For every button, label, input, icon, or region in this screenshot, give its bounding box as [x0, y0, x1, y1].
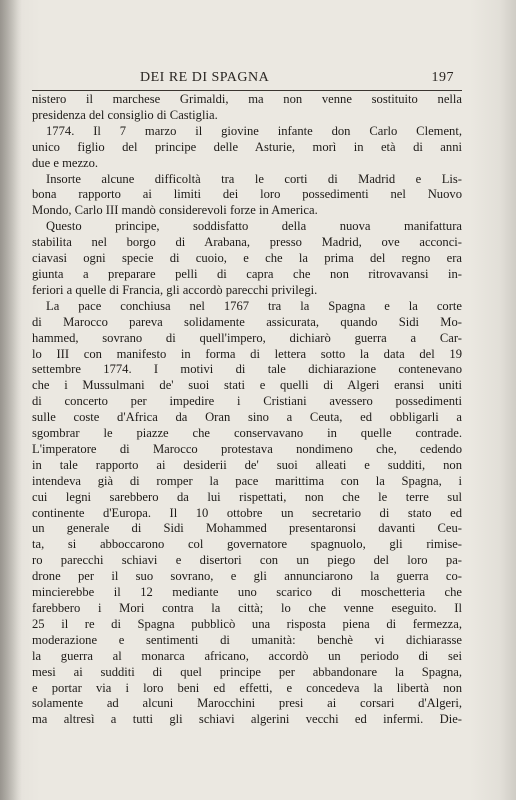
gutter-shadow — [0, 0, 22, 800]
text-line: farebbero i Mori contra la città; lo che venne eseguito. Il — [32, 601, 462, 615]
body-text — [32, 92, 462, 728]
text-line: un generale di Sidi Mohammed presentaronsi davanti Ceu- — [32, 521, 462, 536]
text-line: intendeva già di romper la pace marittima con la Spagna, i — [32, 473, 462, 488]
text-line: giunta a preparare pelli di capra che non ritrovavansi in- — [32, 266, 462, 281]
text-line: ciavasi ogni specie di cuoio, e che la prima del regno era — [32, 251, 462, 266]
text-line: che i Mussulmani de' suoi stati e quelli di Algeri eransi uniti — [32, 378, 462, 393]
text-line: 25 il re di Spagna pubblicò una risposta piena di fermezza, — [32, 616, 462, 631]
text-line: cui legni sarebbero da lui rispettati, non che le terre sul — [32, 489, 462, 504]
text-line: presidenza del consiglio di Castiglia. — [32, 107, 218, 122]
text-line: in tale rapporto ai desiderii de' suoi alleati e sudditi, non — [32, 457, 462, 472]
header-rule — [32, 90, 462, 91]
text-line: feriori a quelle di Francia, gli accordò parecchi privilegi. — [32, 282, 318, 297]
text-line: Questo principe, soddisfatto della nuova manifattura — [46, 219, 462, 234]
text-line: continente d'Europa. Il 10 ottobre un secretario di stato ed — [32, 505, 462, 520]
text-line: bona rapporto ai limiti dei loro possedimenti nel Nuovo — [32, 187, 462, 202]
text-line: la guerra al monarca africano, accordò un periodo di sei — [32, 648, 462, 663]
text-line: di concerto per impedire i Cristiani avessero possedimenti — [32, 394, 462, 409]
text-line: ma altresì a tutti gli schiavi algerini vecchi ed infermi. Die- — [32, 712, 462, 727]
text-line: Insorte alcune difficoltà tra le corti di Madrid e Lis- — [46, 171, 462, 186]
text-line: unico figlio del principe delle Asturie, morì in età di anni — [32, 139, 462, 154]
text-line: due e mezzo. — [32, 155, 99, 170]
text-line: nistero il marchese Grimaldi, ma non venne sostituito nella — [32, 92, 462, 106]
page-header — [60, 70, 460, 88]
running-title: DEI RE DI SPAGNA — [140, 70, 270, 85]
text-line: Mondo, Carlo III mandò considerevoli forze in America. — [32, 203, 318, 218]
text-line: stabilita nel borgo di Arabana, presso Madrid, ove acconci- — [32, 235, 462, 250]
text-line: hammed, sovrano di quell'impero, dichiarò guerra a Car- — [32, 330, 462, 345]
text-line: La pace conchiusa nel 1767 tra la Spagna e la corte — [46, 298, 462, 313]
text-line: sgombrar le piazze che conservavano in quelle contrade. — [32, 426, 462, 441]
text-line: L'imperatore di Marocco protestava nondimeno che, cedendo — [32, 441, 462, 456]
text-line: 1774. Il 7 marzo il giovine infante don Carlo Clement, — [46, 123, 462, 138]
text-line: lo III con manifesto in forma di lettera sotto la data del 19 — [32, 346, 462, 361]
text-line: e portar via i loro beni ed effetti, e concedeva la libertà non — [32, 680, 462, 695]
text-line: ta, si abboccarono col governatore spagnuolo, gli rimise- — [32, 537, 462, 552]
text-line: sulle coste d'Africa da Oran sino a Ceuta, ed obbligarli a — [32, 410, 462, 425]
text-line: moderazione e sentimenti di umanità: benchè vi dichiarasse — [32, 632, 462, 647]
text-line: solamente ad alcuni Marocchini presi ai corsari d'Algeri, — [32, 696, 462, 711]
text-line: mesi ai sudditi di quel principe per abbandonare la Spagna, — [32, 664, 462, 679]
text-line: di Marocco pareva solidamente assicurata, quando Sidi Mo- — [32, 314, 462, 329]
text-line: settembre 1774. I motivi di tale dichiarazione contenevano — [32, 362, 462, 377]
text-line: drone per il suo sovrano, e gli annunciarono la guerra co- — [32, 569, 462, 584]
text-line: mincierebbe il 12 mediante uno scarico di moschetteria che — [32, 585, 462, 600]
page-number: 197 — [431, 70, 454, 85]
text-line: ro parecchi schiavi e disertori con un piego del loro pa- — [32, 553, 462, 568]
